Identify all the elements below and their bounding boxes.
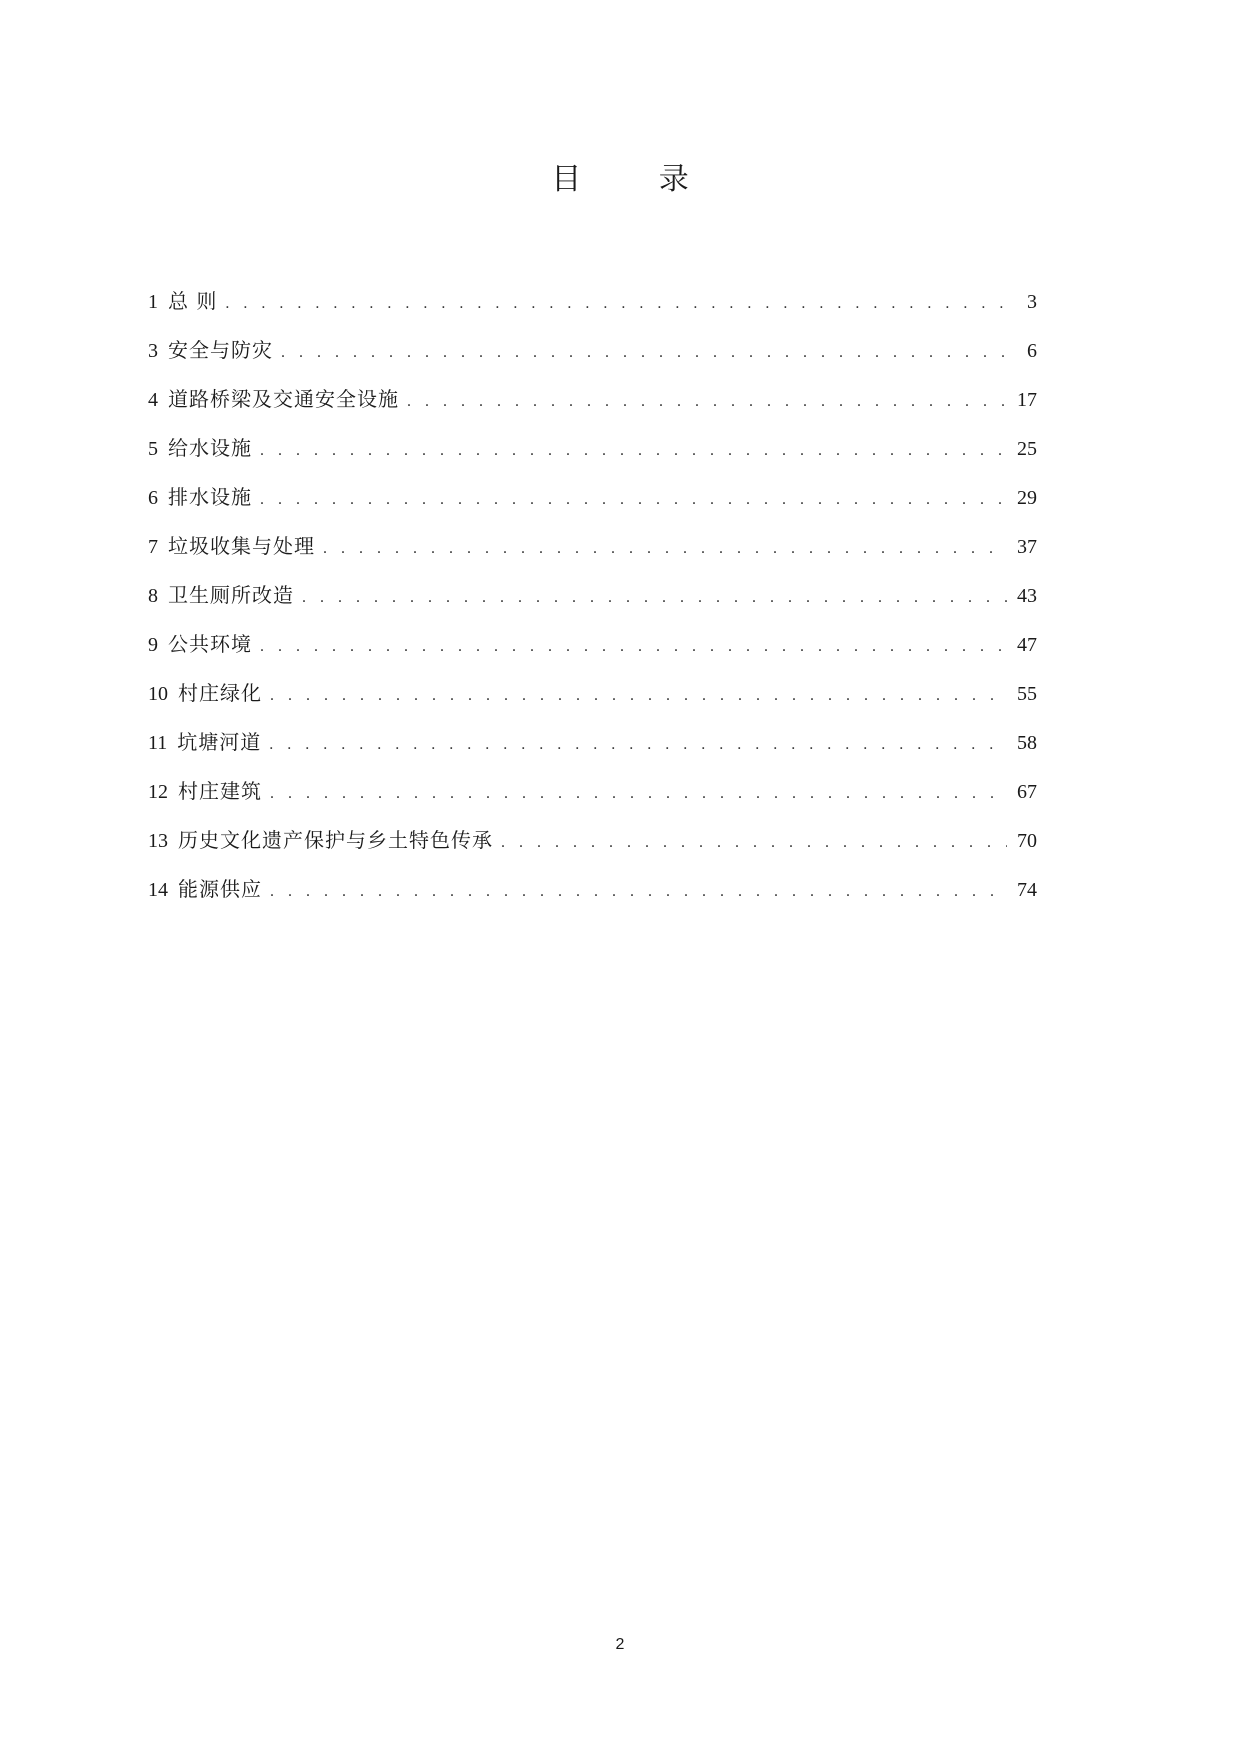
- toc-entry-number: 6: [148, 487, 158, 509]
- toc-dot-leader: [260, 634, 1007, 660]
- toc-entry-number: 13: [148, 830, 168, 852]
- toc-dot-leader: [269, 732, 1007, 758]
- toc-dot-leader: [281, 340, 1007, 366]
- toc-entry-number: 4: [148, 389, 158, 411]
- toc-entry-page: 6: [1027, 340, 1037, 362]
- toc-entry[interactable]: [148, 631, 1037, 680]
- toc-entry-label: 总 则: [168, 289, 218, 313]
- toc-entry-page: 55: [1017, 683, 1037, 705]
- toc-entry-number: 5: [148, 438, 158, 460]
- toc-entry-label: 能源供应: [178, 877, 262, 901]
- toc-entry[interactable]: [148, 533, 1037, 582]
- toc-dot-leader: [323, 536, 1007, 562]
- toc-entry-label: 公共环境: [168, 632, 252, 656]
- toc-entry-number: 14: [148, 879, 168, 901]
- toc-entry-label: 垃圾收集与处理: [168, 534, 315, 558]
- toc-dot-leader: [260, 438, 1007, 464]
- toc-entry-page: 74: [1017, 879, 1037, 901]
- toc-entry[interactable]: [148, 484, 1037, 533]
- toc-entry-label: 安全与防灾: [168, 338, 273, 362]
- toc-entry-label: 卫生厕所改造: [168, 583, 294, 607]
- toc-entry-page: 17: [1017, 389, 1037, 411]
- toc-entry-page: 3: [1027, 291, 1037, 313]
- toc-entry[interactable]: [148, 435, 1037, 484]
- toc-dot-leader: [501, 830, 1007, 856]
- toc-entry-number: 11: [148, 732, 168, 754]
- toc-entry-number: 7: [148, 536, 158, 558]
- toc-entry-label: 给水设施: [168, 436, 252, 460]
- page-number: 2: [615, 1636, 625, 1653]
- toc-entry-page: 58: [1017, 732, 1037, 754]
- toc-dot-leader: [260, 487, 1007, 513]
- toc-entry-label: 历史文化遗产保护与乡土特色传承: [178, 828, 493, 852]
- toc-entry[interactable]: [148, 386, 1037, 435]
- toc-entry-label: 排水设施: [168, 485, 252, 509]
- toc-entry[interactable]: [148, 337, 1037, 386]
- toc-entry[interactable]: [148, 680, 1037, 729]
- toc-entry-number: 8: [148, 585, 158, 607]
- toc-entry[interactable]: [148, 876, 1037, 925]
- toc-entry[interactable]: [148, 778, 1037, 827]
- toc-dot-leader: [270, 781, 1007, 807]
- toc-entry-label: 道路桥梁及交通安全设施: [168, 387, 399, 411]
- toc-entry-number: 10: [148, 683, 168, 705]
- toc-entry-number: 9: [148, 634, 158, 656]
- toc-dot-leader: [407, 389, 1007, 415]
- toc-entry-label: 村庄建筑: [178, 779, 262, 803]
- toc-entry-label: 村庄绿化: [178, 681, 262, 705]
- page-title: 目 录: [551, 162, 723, 197]
- toc-entry-page: 37: [1017, 536, 1037, 558]
- toc-entry-label: 坑塘河道: [177, 730, 262, 754]
- toc-entry[interactable]: [148, 288, 1037, 337]
- toc-dot-leader: [225, 291, 1007, 317]
- toc-entry-page: 47: [1017, 634, 1037, 656]
- toc-dot-leader: [270, 683, 1007, 709]
- toc-entry[interactable]: [148, 582, 1037, 631]
- toc-entry-number: 3: [148, 340, 158, 362]
- table-of-contents: [148, 288, 1037, 925]
- toc-entry-number: 1: [148, 291, 158, 313]
- toc-entry[interactable]: [148, 827, 1037, 876]
- toc-entry-number: 12: [148, 781, 168, 803]
- toc-entry-page: 70: [1017, 830, 1037, 852]
- toc-dot-leader: [270, 879, 1007, 905]
- toc-entry-page: 43: [1017, 585, 1037, 607]
- toc-entry[interactable]: [148, 729, 1037, 778]
- toc-entry-page: 67: [1017, 781, 1037, 803]
- toc-entry-page: 25: [1017, 438, 1037, 460]
- toc-dot-leader: [302, 585, 1007, 611]
- toc-entry-page: 29: [1017, 487, 1037, 509]
